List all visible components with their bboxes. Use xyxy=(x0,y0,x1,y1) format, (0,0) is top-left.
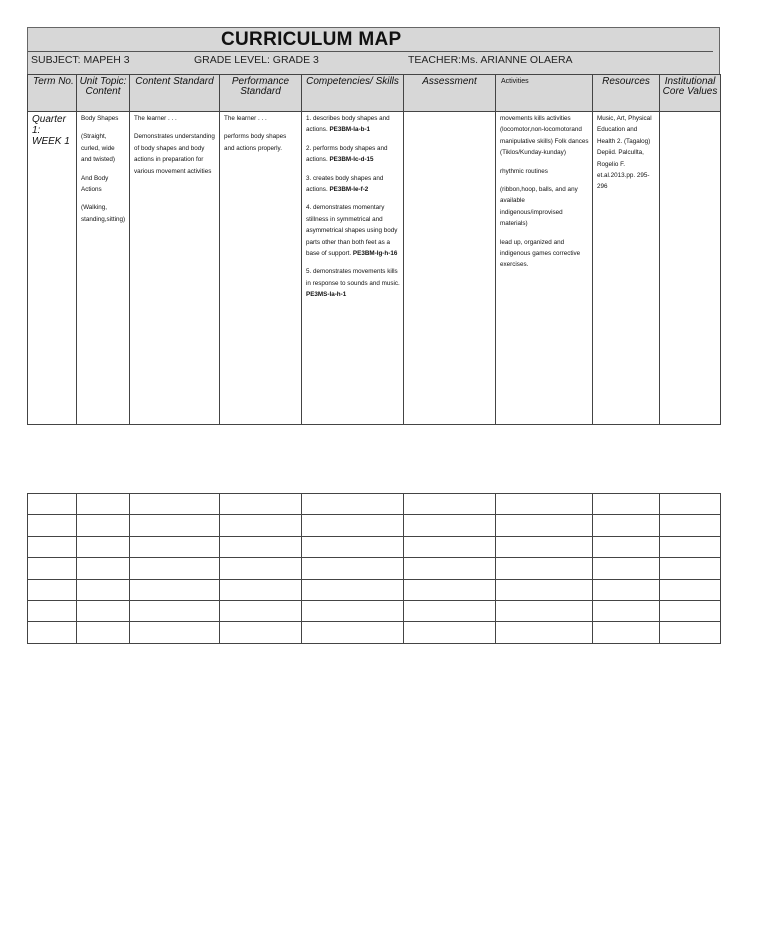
performance-standard-text: The learner . . . xyxy=(224,115,267,122)
blank-cell xyxy=(77,558,130,579)
blank-cell xyxy=(77,494,130,515)
blank-cell xyxy=(496,494,593,515)
document-title: CURRICULUM MAP xyxy=(221,29,402,50)
term-cell xyxy=(28,112,77,425)
blank-cell xyxy=(302,579,404,600)
blank-cell xyxy=(220,579,302,600)
header-performance-standard: Performance Standard xyxy=(220,75,302,112)
blank-cell xyxy=(220,494,302,515)
blank-cell xyxy=(77,622,130,643)
resources-cell xyxy=(593,112,660,425)
unit-text: Body Shapes xyxy=(81,115,119,122)
header-term: Term No. xyxy=(28,75,77,112)
activity-text: (ribbon,hoop, balls, and any available indigenous/improvised materials) xyxy=(500,186,578,228)
blank-cell xyxy=(593,622,660,643)
blank-cell xyxy=(77,579,130,600)
header-competencies: Competencies/ Skills xyxy=(302,75,404,112)
resources-text: Music, Art, Physical Education and Health 2. (Tagalog) Depiid. Palcullta, Rogelio F. et.al.2013.pp. 295-296 xyxy=(597,115,652,191)
blank-cell xyxy=(28,579,77,600)
blank-row xyxy=(28,579,721,600)
blank-cell xyxy=(77,515,130,536)
blank-cell xyxy=(302,622,404,643)
curriculum-table xyxy=(27,74,721,425)
blank-cell xyxy=(496,515,593,536)
blank-cell xyxy=(130,600,220,621)
blank-cell xyxy=(404,515,496,536)
subject-label: SUBJECT: MAPEH 3 xyxy=(31,54,130,66)
blank-cell xyxy=(220,622,302,643)
blank-cell xyxy=(660,600,721,621)
title-divider xyxy=(28,51,713,52)
blank-cell xyxy=(302,536,404,557)
blank-cell xyxy=(660,515,721,536)
assessment-text xyxy=(404,112,495,113)
blank-row xyxy=(28,622,721,643)
unit-text: (Straight, curled, wide and twisted) xyxy=(81,133,115,164)
blank-cell xyxy=(28,515,77,536)
blank-cell xyxy=(28,558,77,579)
blank-row xyxy=(28,494,721,515)
assessment-cell xyxy=(404,112,496,425)
blank-cell xyxy=(28,600,77,621)
blank-cell xyxy=(220,515,302,536)
blank-cell xyxy=(302,494,404,515)
document-header xyxy=(27,27,720,75)
blank-cell xyxy=(404,600,496,621)
blank-cell xyxy=(496,536,593,557)
blank-cell xyxy=(593,600,660,621)
blank-cell xyxy=(28,536,77,557)
performance-standard-text: performs body shapes and actions properly. xyxy=(224,133,287,152)
blank-cell xyxy=(496,600,593,621)
blank-cell xyxy=(302,600,404,621)
blank-cell xyxy=(28,494,77,515)
blank-cell xyxy=(404,494,496,515)
header-resources: Resources xyxy=(593,75,660,112)
content-standard-text: The learner . . . xyxy=(134,115,177,122)
blank-cell xyxy=(593,536,660,557)
blank-cell xyxy=(130,558,220,579)
table-row xyxy=(28,112,721,425)
blank-cell xyxy=(77,600,130,621)
blank-cell xyxy=(77,536,130,557)
unit-text: And Body Actions xyxy=(81,174,109,194)
blank-cell xyxy=(220,600,302,621)
blank-row xyxy=(28,600,721,621)
blank-cell xyxy=(130,494,220,515)
core-values-text xyxy=(660,112,720,113)
blank-cell xyxy=(660,579,721,600)
core-values-cell xyxy=(660,112,721,425)
blank-cell xyxy=(130,515,220,536)
activities-cell xyxy=(496,112,593,425)
header-unit-topic: Unit Topic: Content xyxy=(77,75,130,112)
blank-cell xyxy=(220,536,302,557)
term-text: Quarter 1: WEEK 1 xyxy=(32,114,70,147)
blank-grid-table xyxy=(27,493,721,644)
activity-text: rhythmic routines xyxy=(500,167,548,175)
performance-standard-cell xyxy=(220,112,302,425)
blank-cell xyxy=(220,558,302,579)
blank-cell xyxy=(130,579,220,600)
activity-text: lead up, organized and indigenous games corrective exercises. xyxy=(500,238,581,269)
header-assessment: Assessment xyxy=(404,75,496,112)
blank-cell xyxy=(404,536,496,557)
content-standard-text: Demonstrates understanding of body shapes and body actions in preparation for various movement activities xyxy=(134,133,215,175)
blank-cell xyxy=(593,558,660,579)
blank-cell xyxy=(496,558,593,579)
header-activities: Activities xyxy=(496,75,593,112)
blank-cell xyxy=(496,622,593,643)
header-content-standard: Content Standard xyxy=(130,75,220,112)
blank-cell xyxy=(404,622,496,643)
blank-cell xyxy=(660,494,721,515)
blank-cell xyxy=(404,558,496,579)
blank-cell xyxy=(130,622,220,643)
blank-cell xyxy=(660,622,721,643)
header-core-values: Institutional Core Values xyxy=(660,75,721,112)
unit-text: (Walking, standing,sitting) xyxy=(81,204,126,223)
blank-cell xyxy=(593,579,660,600)
competency-item: 1. describes body shapes and actions. PE3BM-Ia-b-1 xyxy=(306,115,390,134)
activity-text: movements kills activities (locomotor,non-locomotorand manipulative skills) Folk dances (Tiklos/Kunday-kunday) xyxy=(500,115,589,157)
blank-row xyxy=(28,536,721,557)
competency-item: 5. demonstrates movements kills in response to sounds and music. PE3MS-Ia-h-1 xyxy=(306,268,400,299)
blank-cell xyxy=(660,558,721,579)
content-standard-cell xyxy=(130,112,220,425)
blank-row xyxy=(28,515,721,536)
competencies-cell xyxy=(302,112,404,425)
blank-cell xyxy=(593,515,660,536)
blank-cell xyxy=(404,579,496,600)
competency-item: 4. demonstrates momentary stillness in symmetrical and asymmetrical shapes using body parts other than both feet as a base of support. PE3BM-Ig-h-16 xyxy=(306,204,398,258)
teacher-label: TEACHER:Ms. ARIANNE OLAERA xyxy=(408,54,573,66)
blank-cell xyxy=(130,536,220,557)
blank-cell xyxy=(302,515,404,536)
blank-cell xyxy=(302,558,404,579)
unit-cell xyxy=(77,112,130,425)
competency-item: 2. performs body shapes and actions. PE3BM-Ic-d-15 xyxy=(306,144,388,164)
table-header-row xyxy=(28,75,721,112)
blank-row xyxy=(28,558,721,579)
blank-cell xyxy=(28,622,77,643)
blank-cell xyxy=(496,579,593,600)
competency-item: 3. creates body shapes and actions. PE3BM-Ie-f-2 xyxy=(306,174,384,194)
blank-cell xyxy=(593,494,660,515)
grade-level-label: GRADE LEVEL: GRADE 3 xyxy=(194,54,319,66)
blank-cell xyxy=(660,536,721,557)
